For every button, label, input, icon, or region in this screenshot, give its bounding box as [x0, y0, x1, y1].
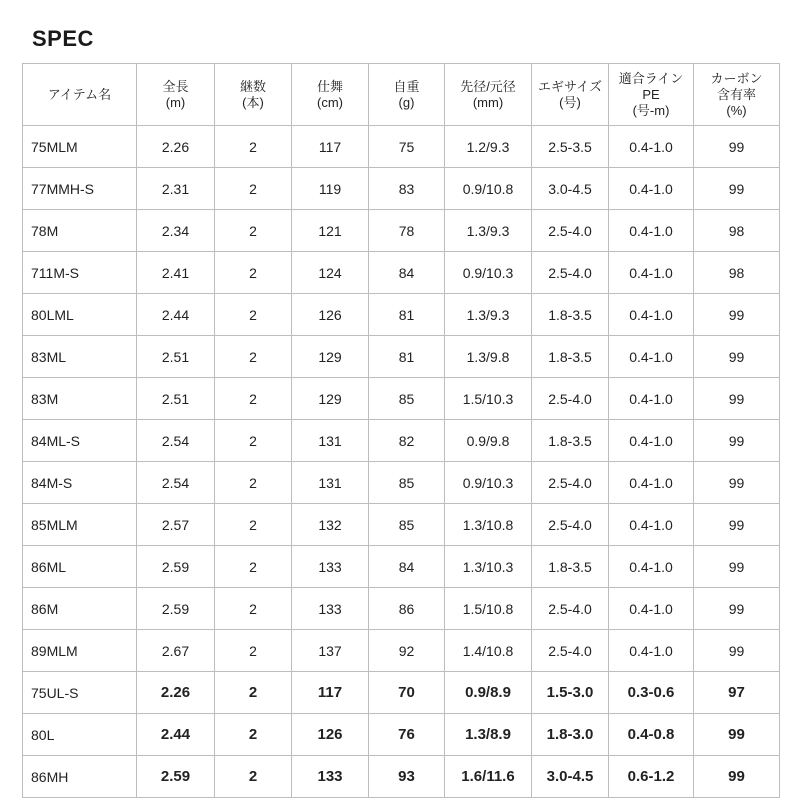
cell-sections: 2 — [215, 336, 292, 378]
cell-tip-butt-diameter: 0.9/10.8 — [445, 168, 532, 210]
cell-item-name: 80L — [23, 714, 137, 756]
header-length — [137, 64, 215, 126]
cell-closed-length: 132 — [292, 504, 369, 546]
cell-closed-length: 131 — [292, 462, 369, 504]
cell-item-name: 75UL-S — [23, 672, 137, 714]
table-row — [23, 336, 780, 378]
cell-sections: 2 — [215, 546, 292, 588]
header-line: PE — [642, 86, 660, 102]
cell-tip-butt-diameter: 1.4/10.8 — [445, 630, 532, 672]
cell-pe-line: 0.4-0.8 — [609, 714, 694, 756]
spec-table-body — [23, 126, 780, 798]
cell-carbon-content: 99 — [694, 462, 780, 504]
cell-pe-line: 0.4-1.0 — [609, 462, 694, 504]
table-row — [23, 672, 780, 714]
cell-closed-length: 121 — [292, 210, 369, 252]
cell-length: 2.26 — [137, 672, 215, 714]
cell-carbon-content: 98 — [694, 210, 780, 252]
cell-carbon-content: 99 — [694, 756, 780, 798]
header-sections — [215, 64, 292, 126]
cell-egi-size: 1.8-3.5 — [532, 294, 609, 336]
cell-closed-length: 119 — [292, 168, 369, 210]
cell-weight: 84 — [369, 546, 445, 588]
cell-carbon-content: 99 — [694, 588, 780, 630]
cell-egi-size: 1.8-3.5 — [532, 420, 609, 462]
header-tip-butt-diameter — [445, 64, 532, 126]
cell-sections: 2 — [215, 210, 292, 252]
header-line: (m) — [165, 94, 186, 110]
table-row — [23, 714, 780, 756]
table-row — [23, 756, 780, 798]
cell-weight: 76 — [369, 714, 445, 756]
header-line: 先径/元径 — [460, 78, 516, 94]
cell-item-name: 86ML — [23, 546, 137, 588]
cell-carbon-content: 99 — [694, 168, 780, 210]
cell-tip-butt-diameter: 0.9/8.9 — [445, 672, 532, 714]
header-line: 適合ライン — [618, 70, 684, 86]
cell-pe-line: 0.4-1.0 — [609, 252, 694, 294]
cell-weight: 78 — [369, 210, 445, 252]
cell-carbon-content: 99 — [694, 504, 780, 546]
cell-sections: 2 — [215, 756, 292, 798]
cell-item-name: 89MLM — [23, 630, 137, 672]
cell-pe-line: 0.4-1.0 — [609, 294, 694, 336]
cell-egi-size: 3.0-4.5 — [532, 756, 609, 798]
cell-egi-size: 2.5-3.5 — [532, 126, 609, 168]
header-line: 仕舞 — [316, 78, 343, 94]
header-line: (号-m) — [632, 102, 670, 118]
cell-item-name: 77MMH-S — [23, 168, 137, 210]
table-row — [23, 504, 780, 546]
cell-egi-size: 1.5-3.0 — [532, 672, 609, 714]
cell-weight: 86 — [369, 588, 445, 630]
cell-item-name: 80LML — [23, 294, 137, 336]
cell-closed-length: 124 — [292, 252, 369, 294]
table-row — [23, 252, 780, 294]
cell-egi-size: 2.5-4.0 — [532, 588, 609, 630]
cell-closed-length: 129 — [292, 336, 369, 378]
cell-sections: 2 — [215, 714, 292, 756]
cell-tip-butt-diameter: 1.3/9.8 — [445, 336, 532, 378]
cell-weight: 85 — [369, 462, 445, 504]
cell-egi-size: 2.5-4.0 — [532, 252, 609, 294]
cell-weight: 85 — [369, 378, 445, 420]
cell-pe-line: 0.4-1.0 — [609, 168, 694, 210]
cell-egi-size: 1.8-3.0 — [532, 714, 609, 756]
header-weight — [369, 64, 445, 126]
cell-closed-length: 133 — [292, 756, 369, 798]
header-item-name — [23, 64, 137, 126]
cell-sections: 2 — [215, 672, 292, 714]
cell-tip-butt-diameter: 1.3/9.3 — [445, 210, 532, 252]
cell-pe-line: 0.6-1.2 — [609, 756, 694, 798]
cell-length: 2.51 — [137, 336, 215, 378]
cell-closed-length: 133 — [292, 546, 369, 588]
cell-weight: 82 — [369, 420, 445, 462]
cell-item-name: 83M — [23, 378, 137, 420]
cell-carbon-content: 99 — [694, 294, 780, 336]
table-row — [23, 294, 780, 336]
cell-closed-length: 131 — [292, 420, 369, 462]
cell-closed-length: 117 — [292, 126, 369, 168]
cell-tip-butt-diameter: 1.5/10.8 — [445, 588, 532, 630]
cell-weight: 92 — [369, 630, 445, 672]
cell-weight: 75 — [369, 126, 445, 168]
table-row — [23, 462, 780, 504]
table-row — [23, 378, 780, 420]
cell-closed-length: 126 — [292, 294, 369, 336]
cell-carbon-content: 99 — [694, 714, 780, 756]
cell-tip-butt-diameter: 1.3/9.3 — [445, 294, 532, 336]
cell-closed-length: 129 — [292, 378, 369, 420]
header-line: (号) — [559, 94, 581, 110]
cell-tip-butt-diameter: 1.6/11.6 — [445, 756, 532, 798]
header-line: (本) — [242, 94, 264, 110]
cell-carbon-content: 98 — [694, 252, 780, 294]
cell-pe-line: 0.4-1.0 — [609, 504, 694, 546]
table-row — [23, 546, 780, 588]
cell-length: 2.34 — [137, 210, 215, 252]
cell-egi-size: 2.5-4.0 — [532, 210, 609, 252]
cell-pe-line: 0.4-1.0 — [609, 210, 694, 252]
cell-sections: 2 — [215, 504, 292, 546]
table-row — [23, 126, 780, 168]
header-egi-size — [532, 64, 609, 126]
table-row — [23, 630, 780, 672]
table-row — [23, 210, 780, 252]
cell-length: 2.59 — [137, 588, 215, 630]
cell-closed-length: 117 — [292, 672, 369, 714]
cell-carbon-content: 99 — [694, 126, 780, 168]
cell-pe-line: 0.4-1.0 — [609, 588, 694, 630]
cell-length: 2.59 — [137, 756, 215, 798]
cell-pe-line: 0.4-1.0 — [609, 420, 694, 462]
cell-item-name: 711M-S — [23, 252, 137, 294]
cell-egi-size: 1.8-3.5 — [532, 546, 609, 588]
cell-item-name: 86M — [23, 588, 137, 630]
cell-tip-butt-diameter: 1.3/8.9 — [445, 714, 532, 756]
page-title: SPEC — [32, 26, 94, 51]
cell-length: 2.59 — [137, 546, 215, 588]
cell-closed-length: 137 — [292, 630, 369, 672]
cell-tip-butt-diameter: 1.3/10.3 — [445, 546, 532, 588]
cell-tip-butt-diameter: 0.9/10.3 — [445, 252, 532, 294]
cell-pe-line: 0.4-1.0 — [609, 126, 694, 168]
table-row — [23, 588, 780, 630]
header-line: (g) — [398, 94, 415, 110]
cell-sections: 2 — [215, 126, 292, 168]
header-line: 含有率 — [716, 86, 756, 102]
cell-length: 2.51 — [137, 378, 215, 420]
cell-carbon-content: 99 — [694, 336, 780, 378]
header-line: カーボン — [710, 70, 763, 86]
cell-item-name: 83ML — [23, 336, 137, 378]
cell-sections: 2 — [215, 588, 292, 630]
header-line: (%) — [726, 102, 747, 118]
header-line: 自重 — [393, 78, 420, 94]
table-row — [23, 420, 780, 462]
cell-sections: 2 — [215, 252, 292, 294]
cell-pe-line: 0.3-0.6 — [609, 672, 694, 714]
cell-item-name: 85MLM — [23, 504, 137, 546]
cell-closed-length: 126 — [292, 714, 369, 756]
cell-length: 2.44 — [137, 294, 215, 336]
cell-sections: 2 — [215, 294, 292, 336]
cell-length: 2.31 — [137, 168, 215, 210]
header-line: 継数 — [239, 78, 266, 94]
spec-header-row — [23, 64, 780, 126]
cell-sections: 2 — [215, 168, 292, 210]
cell-item-name: 78M — [23, 210, 137, 252]
header-line: アイテム名 — [47, 86, 112, 102]
cell-length: 2.57 — [137, 504, 215, 546]
cell-egi-size: 3.0-4.5 — [532, 168, 609, 210]
cell-item-name: 86MH — [23, 756, 137, 798]
cell-carbon-content: 99 — [694, 420, 780, 462]
cell-length: 2.67 — [137, 630, 215, 672]
cell-length: 2.44 — [137, 714, 215, 756]
cell-sections: 2 — [215, 378, 292, 420]
table-row — [23, 168, 780, 210]
cell-sections: 2 — [215, 462, 292, 504]
cell-weight: 81 — [369, 294, 445, 336]
cell-pe-line: 0.4-1.0 — [609, 546, 694, 588]
cell-tip-butt-diameter: 1.2/9.3 — [445, 126, 532, 168]
header-line: エギサイズ — [538, 78, 602, 94]
cell-egi-size: 2.5-4.0 — [532, 462, 609, 504]
cell-tip-butt-diameter: 0.9/10.3 — [445, 462, 532, 504]
cell-length: 2.54 — [137, 462, 215, 504]
cell-egi-size: 1.8-3.5 — [532, 336, 609, 378]
cell-carbon-content: 99 — [694, 546, 780, 588]
header-line: (cm) — [317, 94, 343, 110]
cell-weight: 93 — [369, 756, 445, 798]
header-pe-line — [609, 64, 694, 126]
cell-carbon-content: 99 — [694, 630, 780, 672]
cell-sections: 2 — [215, 420, 292, 462]
cell-pe-line: 0.4-1.0 — [609, 336, 694, 378]
cell-item-name: 84M-S — [23, 462, 137, 504]
cell-tip-butt-diameter: 1.3/10.8 — [445, 504, 532, 546]
cell-closed-length: 133 — [292, 588, 369, 630]
header-line: (mm) — [472, 94, 504, 110]
cell-egi-size: 2.5-4.0 — [532, 630, 609, 672]
cell-carbon-content: 97 — [694, 672, 780, 714]
cell-weight: 84 — [369, 252, 445, 294]
cell-length: 2.54 — [137, 420, 215, 462]
header-carbon-content — [694, 64, 780, 126]
cell-weight: 85 — [369, 504, 445, 546]
cell-weight: 83 — [369, 168, 445, 210]
header-line: 全長 — [162, 78, 189, 94]
header-closed-length — [292, 64, 369, 126]
cell-tip-butt-diameter: 0.9/9.8 — [445, 420, 532, 462]
cell-egi-size: 2.5-4.0 — [532, 378, 609, 420]
cell-weight: 81 — [369, 336, 445, 378]
cell-pe-line: 0.4-1.0 — [609, 630, 694, 672]
spec-table — [22, 63, 780, 798]
cell-length: 2.41 — [137, 252, 215, 294]
cell-item-name: 84ML-S — [23, 420, 137, 462]
cell-sections: 2 — [215, 630, 292, 672]
cell-item-name: 75MLM — [23, 126, 137, 168]
cell-tip-butt-diameter: 1.5/10.3 — [445, 378, 532, 420]
cell-carbon-content: 99 — [694, 378, 780, 420]
cell-pe-line: 0.4-1.0 — [609, 378, 694, 420]
cell-egi-size: 2.5-4.0 — [532, 504, 609, 546]
cell-length: 2.26 — [137, 126, 215, 168]
cell-weight: 70 — [369, 672, 445, 714]
